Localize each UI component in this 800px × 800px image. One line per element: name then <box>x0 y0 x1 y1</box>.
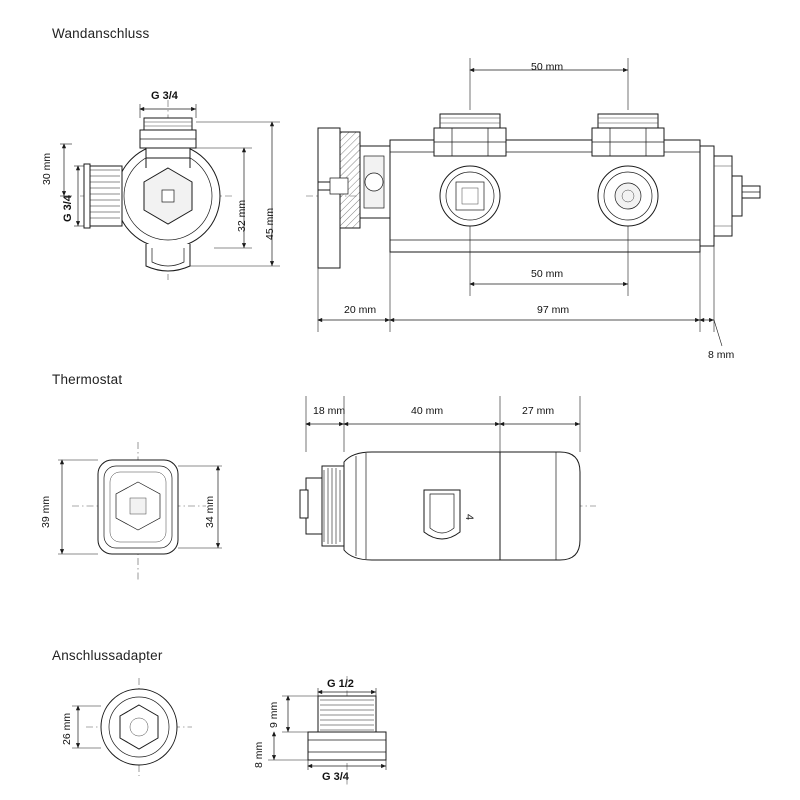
label-adapter-diameter-26: 26 mm <box>61 712 73 745</box>
label-thermostat-seg-40: 40 mm <box>411 405 444 417</box>
label-thermostat-seg-18: 18 mm <box>313 405 346 417</box>
label-front-height-45: 45 mm <box>264 207 276 240</box>
label-side-right-end: 8 mm <box>708 349 735 361</box>
label-front-height-30: 30 mm <box>41 152 53 185</box>
label-adapter-height-8: 8 mm <box>253 741 265 768</box>
label-front-side-thread: G 3/4 <box>62 195 74 222</box>
label-front-top-thread: G 3/4 <box>151 90 178 102</box>
label-adapter-top-thread: G 1/2 <box>327 678 354 690</box>
label-side-left-offset: 20 mm <box>344 304 377 316</box>
thermostat-front-view <box>58 442 222 580</box>
svg-text:4: 4 <box>463 514 475 521</box>
section-title-anschlussadapter: Anschlussadapter <box>52 648 163 663</box>
thermostat-side-view <box>300 396 596 560</box>
wandanschluss-front-view <box>60 100 280 280</box>
label-thermostat-seg-27: 27 mm <box>522 405 555 417</box>
label-side-top-spacing: 50 mm <box>531 61 564 73</box>
label-thermostat-height-39: 39 mm <box>40 495 52 528</box>
label-side-body-length: 97 mm <box>537 304 570 316</box>
label-adapter-bottom-thread: G 3/4 <box>322 771 349 783</box>
wandanschluss-side-view <box>306 58 760 346</box>
anschlussadapter-side-view <box>268 676 386 786</box>
anschlussadapter-front-view <box>72 678 192 776</box>
label-thermostat-width-34: 34 mm <box>204 495 216 528</box>
label-adapter-height-9: 9 mm <box>268 701 280 728</box>
label-side-mid-spacing: 50 mm <box>531 268 564 280</box>
section-title-wandanschluss: Wandanschluss <box>52 26 150 41</box>
label-front-height-32: 32 mm <box>236 199 248 232</box>
section-title-thermostat: Thermostat <box>52 372 123 387</box>
